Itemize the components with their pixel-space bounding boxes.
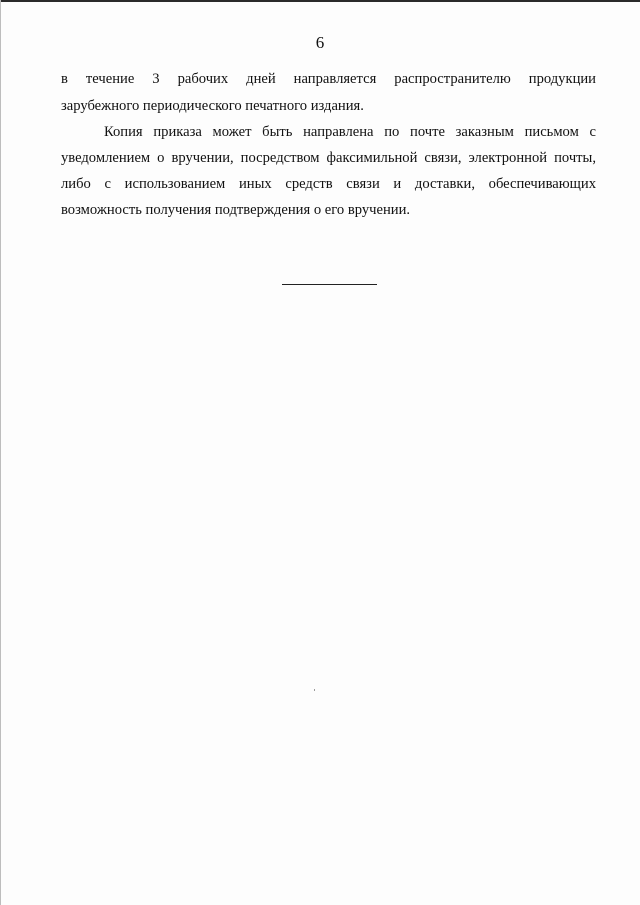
paragraph-2-line-2: уведомлением о вручении, посредством факсимильной связи, электронной почты,	[61, 150, 596, 166]
scan-edge-left	[0, 0, 1, 905]
end-separator-line	[282, 284, 377, 285]
scan-speck	[314, 689, 315, 691]
paragraph-2-line-1: Копия приказа может быть направлена по почте заказным письмом с	[104, 124, 596, 140]
paragraph-2-line-3: либо с использованием иных средств связи и доставки, обеспечивающих	[61, 176, 596, 192]
scan-edge-top	[0, 0, 640, 2]
page-number: 6	[315, 33, 325, 52]
paragraph-2-line-4: возможность получения подтверждения о его вручении.	[61, 202, 411, 218]
paragraph-1-line-2: зарубежного периодического печатного издания.	[61, 98, 364, 114]
paragraph-1-line-1: в течение 3 рабочих дней направляется распространителю продукции	[61, 71, 596, 87]
